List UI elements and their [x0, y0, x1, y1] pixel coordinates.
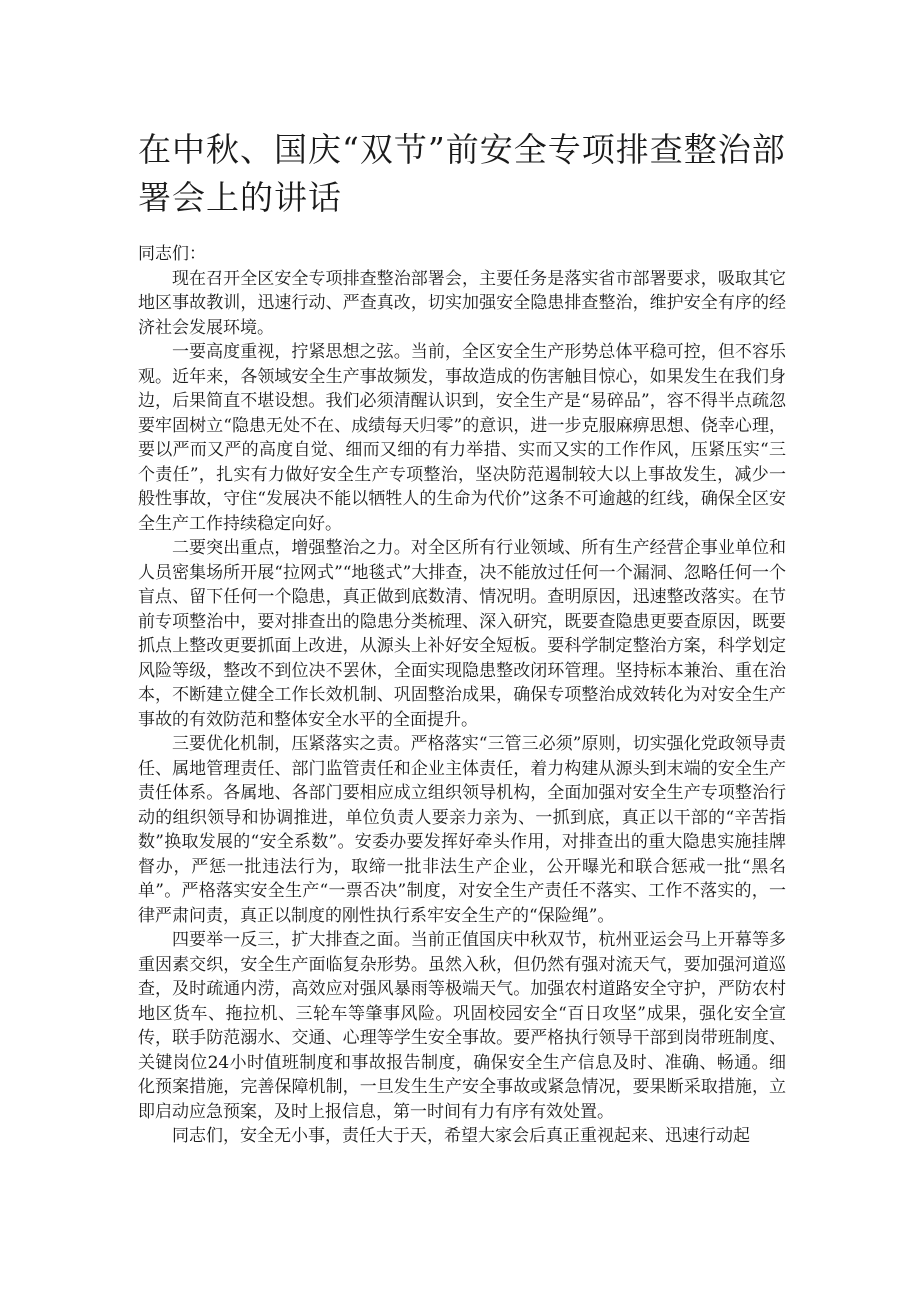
paragraph-intro: 现在召开全区安全专项排查整治部署会，主要任务是落实省市部署要求，吸取其它地区事故教训，迅速行动、严查真改，切实加强安全隐患排查整治，维护安全有序的经济社会发展环境。 [138, 268, 786, 338]
paragraph-point-two: 二要突出重点，增强整治之力。对全区所有行业领域、所有生产经营企事业单位和人员密集场所开展“拉网式”“地毯式”大排查，决不能放过任何一个漏洞、忽略任何一个盲点、留下任何一个隐患，真正做到底数清、情况明。查明原因，迅速整改落实。在节前专项整治中，要对排查出的隐患分类梳理、深入研究，既要查隐患更要查原因，既要抓点上整改更要抓面上改进，从源头上补好安全短板。要科学制定整治方案，科学划定风险等级，整改不到位决不罢休，全面实现隐患整改闭环管理。坚持标本兼治、重在治本，不断建立健全工作长效机制、巩固整治成果，确保专项整治成效转化为对安全生产事故的有效防范和整体安全水平的全面提升。 [138, 538, 786, 730]
salutation: 同志们： [138, 244, 206, 264]
paragraph-point-three: 三要优化机制，压紧落实之责。严格落实“三管三必须”原则，切实强化党政领导责任、属地管理责任、部门监管责任和企业主体责任，着力构建从源头到末端的安全生产责任体系。各属地、各部门要相应成立组织领导机构，全面加强对安全生产专项整治行动的组织领导和协调推进，单位负责人要亲力亲为、一抓到底，真正以干部的“辛苦指数”换取发展的“安全系数”。安委办要发挥好牵头作用，对排查出的重大隐患实施挂牌督办，严惩一批违法行为，取缔一批非法生产企业，公开曝光和联合惩戒一批“黑名单”。严格落实安全生产“一票否决”制度，对安全生产责任不落实、工作不落实的，一律严肃问责，真正以制度的刚性执行系牢安全生产的“保险绳”。 [138, 734, 786, 926]
paragraph-point-four: 四要举一反三，扩大排查之面。当前正值国庆中秋双节，杭州亚运会马上开幕等多重因素交织，安全生产面临复杂形势。虽然入秋，但仍然有强对流天气，要加强河道巡查，及时疏通内涝，高效应对强风暴雨等极端天气。加强农村道路安全守护，严防农村地区货车、拖拉机、三轮车等肇事风险。巩固校园安全“百日攻坚”成果，强化安全宣传，联手防范溺水、交通、心理等学生安全事故。要严格执行领导干部到岗带班制度、关键岗位24小时值班制度和事故报告制度，确保安全生产信息及时、准确、畅通。细化预案措施，完善保障机制，一旦发生生产安全事故或紧急情况，要果断采取措施，立即启动应急预案，及时上报信息，第一时间有力有序有效处置。 [138, 930, 786, 1122]
paragraph-point-one: 一要高度重视，拧紧思想之弦。当前，全区安全生产形势总体平稳可控，但不容乐观。近年来，各领域安全生产事故频发，事故造成的伤害触目惊心，如果发生在我们身边，后果简直不堪设想。我们必须清醒认识到，安全生产是“易碎品”，容不得半点疏忽要牢固树立“隐患无处不在、成绩每天归零”的意识，进一步克服麻痹思想、侥幸心理，要以严而又严的高度自觉、细而又细的有力举措、实而又实的工作作风，压紧压实“三个责任”，扎实有力做好安全生产专项整治，坚决防范遏制较大以上事故发生，减少一般性事故，守住“发展决不能以牺牲人的生命为代价”这条不可逾越的红线，确保全区安全生产工作持续稳定向好。 [138, 342, 786, 534]
paragraph-closing: 同志们，安全无小事，责任大于天，希望大家会后真正重视起来、迅速行动起 [172, 1126, 750, 1146]
document-title: 在中秋、国庆“双节”前安全专项排查整治部署会上的讲话 [138, 130, 786, 217]
document-page [138, 126, 786, 1149]
